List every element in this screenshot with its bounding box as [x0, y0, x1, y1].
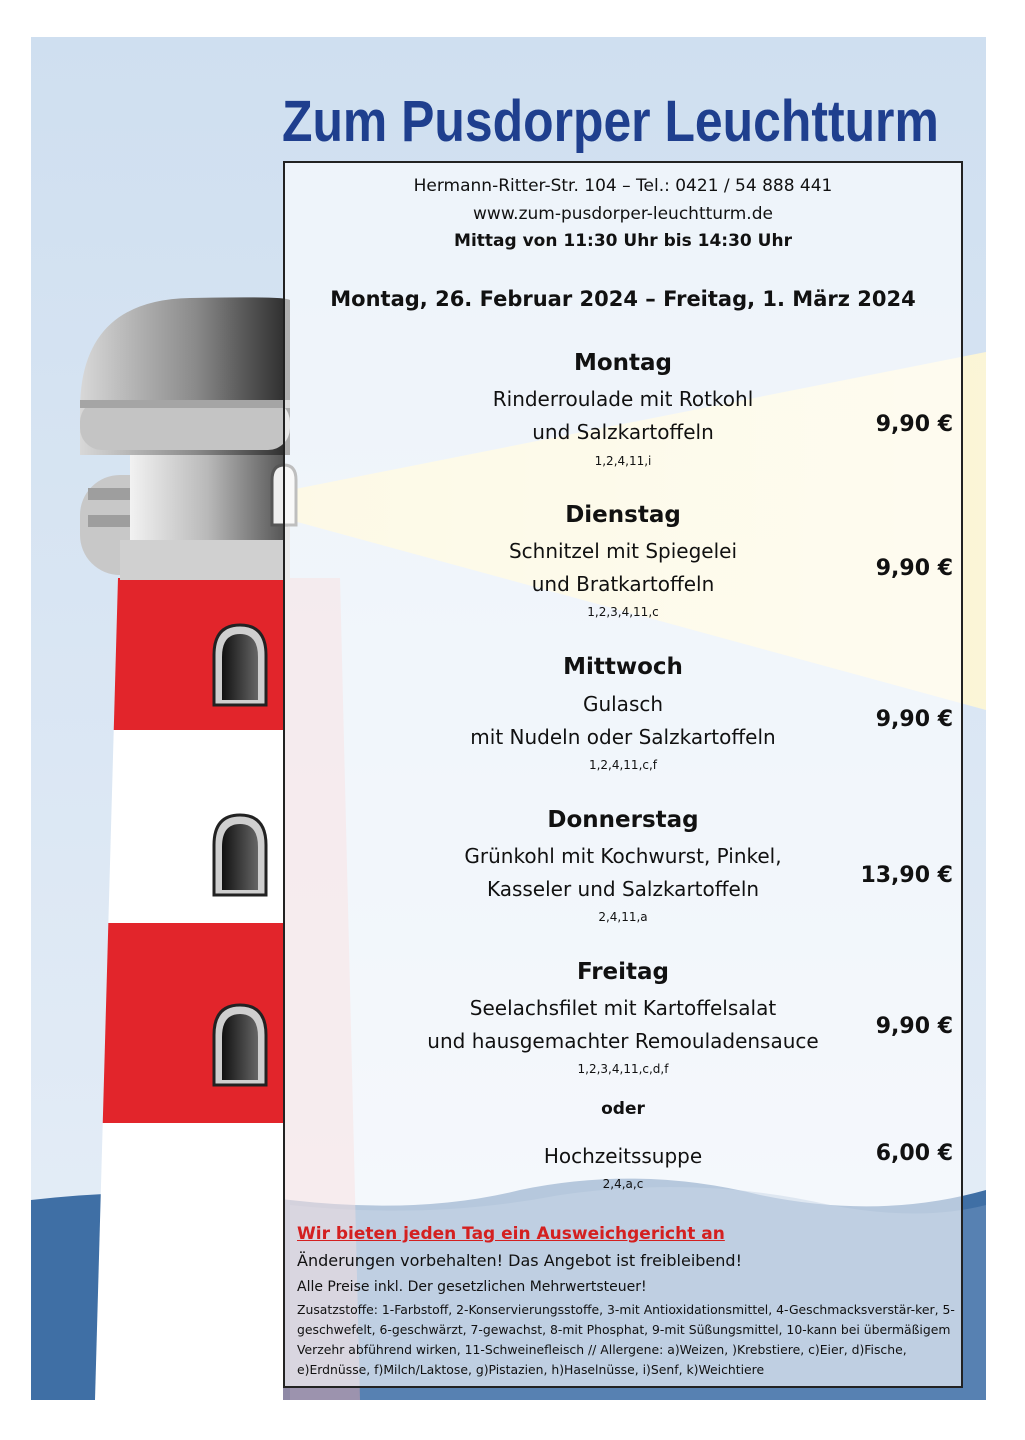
- price-mittwoch: 9,90 €: [875, 707, 953, 732]
- codes-dienstag: 1,2,3,4,11,c: [587, 605, 659, 619]
- day-heading-donnerstag: Donnerstag: [547, 807, 699, 833]
- codes-alternative: 2,4,a,c: [602, 1177, 644, 1191]
- price-freitag: 9,90 €: [875, 1014, 953, 1039]
- price-donnerstag: 13,90 €: [860, 863, 953, 888]
- codes-donnerstag: 2,4,11,a: [598, 910, 648, 924]
- vat-notice: Alle Preise inkl. Der gesetzlichen Mehrwertsteuer!: [297, 1279, 647, 1295]
- restaurant-title: Zum Pusdorper Leuchtturm: [282, 89, 939, 154]
- website-link[interactable]: www.zum-pusdorper-leuchtturm.de: [473, 204, 773, 224]
- price-dienstag: 9,90 €: [875, 556, 953, 581]
- dish-line-donnerstag-2: Kasseler und Salzkartoffeln: [486, 877, 760, 901]
- day-heading-freitag: Freitag: [576, 959, 670, 985]
- week-range: Montag, 26. Februar 2024 – Freitag, 1. März 2024: [330, 287, 916, 311]
- price-montag: 9,90 €: [875, 412, 953, 437]
- additives-allergens-legend: Zusatzstoffe: 1-Farbstoff, 2-Konservierungsstoffe, 3-mit Antioxidationsmittel, 4-Geschmacksverstär-ker, 5-geschwefelt, 6-geschwärzt, 7-gewachst, 8-mit Phosphat, 9-mit Süßungsmittel, 10-kann bei übermäßigem Verzehr abführend wirken, 11-Schweinefleisch // Allergene: a)Weizen, )Krebstiere, c)Eier, d)Fische, e)Erdnüsse, f)Milch/Laktose, g)Pistazien, h)Haselnüsse, i)Senf, k)Weichtiere: [297, 1302, 955, 1377]
- dish-line-montag-2: und Salzkartoffeln: [532, 420, 714, 444]
- address-line: Hermann-Ritter-Str. 104 – Tel.: 0421 / 54 888 441: [413, 176, 833, 196]
- alternative-dish-notice: Wir bieten jeden Tag ein Ausweichgericht an: [297, 1224, 725, 1244]
- codes-freitag: 1,2,3,4,11,c,d,f: [577, 1062, 669, 1076]
- opening-hours: Mittag von 11:30 Uhr bis 14:30 Uhr: [454, 231, 792, 251]
- oder-separator: oder: [601, 1099, 645, 1119]
- alternative-dish: Hochzeitssuppe: [543, 1144, 703, 1168]
- menu-panel: [283, 161, 963, 1388]
- day-heading-mittwoch: Mittwoch: [563, 654, 683, 680]
- dish-line-dienstag-1: Schnitzel mit Spiegelei: [508, 539, 738, 563]
- dish-line-dienstag-2: und Bratkartoffeln: [531, 572, 715, 596]
- dish-line-montag-1: Rinderroulade mit Rotkohl: [492, 387, 754, 411]
- day-heading-dienstag: Dienstag: [565, 502, 681, 528]
- dish-line-freitag-1: Seelachsfilet mit Kartoffelsalat: [469, 996, 777, 1020]
- day-heading-montag: Montag: [573, 350, 673, 376]
- dish-line-freitag-2: und hausgemachter Remouladensauce: [427, 1029, 819, 1053]
- dish-line-donnerstag-1: Grünkohl mit Kochwurst, Pinkel,: [464, 844, 782, 868]
- changes-notice: Änderungen vorbehalten! Das Angebot ist freibleibend!: [297, 1251, 742, 1270]
- dish-line-mittwoch-2: mit Nudeln oder Salzkartoffeln: [470, 725, 776, 749]
- price-alternative: 6,00 €: [875, 1141, 953, 1166]
- codes-montag: 1,2,4,11,i: [594, 454, 652, 468]
- codes-mittwoch: 1,2,4,11,c,f: [588, 758, 658, 772]
- dish-line-mittwoch-1: Gulasch: [582, 692, 664, 716]
